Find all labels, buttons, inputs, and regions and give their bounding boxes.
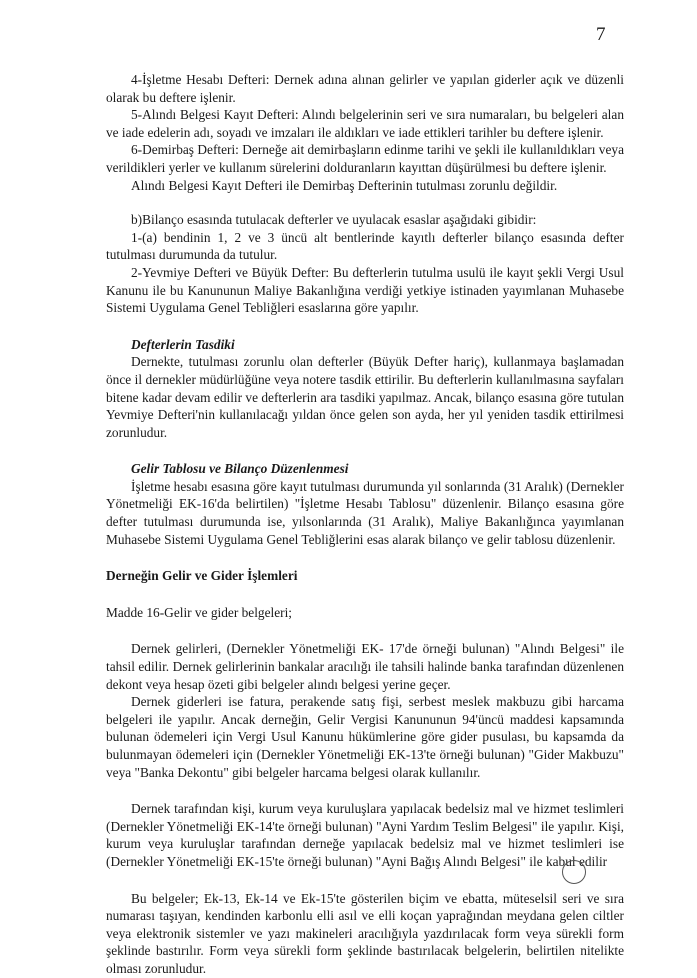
paragraph-demirbas: 6-Demirbaş Defteri: Derneğe ait demirbaşların edinme tarihi ve şekli ile kullanıldıkları veya verildikleri yerler ve kullanım sürelerini dolduranların kayıttan düşürülmesi bu deftere işlenir. xyxy=(106,142,624,175)
paragraph-bilanco-esasi: b)Bilanço esasında tutulacak defterler ve uyulacak esaslar aşağıdaki gibidir: xyxy=(131,212,537,228)
heading-defterlerin-tasdiki: Defterlerin Tasdiki xyxy=(131,336,235,352)
paragraph-alindi-belgesi: 5-Alındı Belgesi Kayıt Defteri: Alındı belgelerinin seri ve sıra numaraları, bu belgeleri alan ve iade edelerin adı, soyadı ve imzaları ile aldıkları ve iade ettikleri tarihler bu deftere işlenir. xyxy=(106,107,624,140)
document-body xyxy=(106,71,624,978)
heading-madde-16: Madde 16-Gelir ve gider belgeleri; xyxy=(106,604,292,620)
heading-gelir-tablosu: Gelir Tablosu ve Bilanço Düzenlenmesi xyxy=(131,461,349,477)
paragraph-gelir-tablosu: İşletme hesabı esasına göre kayıt tutulması durumunda yıl sonlarında (31 Aralık) (Dernekler Yönetmeliği EK-16'da belirtilen) "İşletme Hesabı Tablosu" düzenlenir. Bilanço esasına göre defter tutulması durumunda ise, yılsonlarında (31 Aralık), Maliye Bakanlığınca yayımlanan Muhasebe Sistemi Uygulama Genel Tebliğlerini esas alarak bilanço ve gelir tablosu düzenlenir. xyxy=(106,478,624,547)
paragraph-dernek-gelirleri: Dernek gelirleri, (Dernekler Yönetmeliği EK- 17'de örneği bulunan) "Alındı Belgesi" ile tahsil edilir. Dernek gelirlerinin bankalar aracılığı ile tahsili halinde banka tarafından düzenlenen dekont veya hesap özeti gibi belgeler alındı belgesi yerine geçer. xyxy=(106,641,624,692)
paragraph-belgeler: Bu belgeler; Ek-13, Ek-14 ve Ek-15'te gösterilen biçim ve ebatta, müteselsil seri ve sıra numarası taşıyan, kendinden karbonlu elli asıl ve elli koçan yaprağından meydana gelen ciltler veya elektronik sistemler ve yazı makineleri aracılığıyla yazdırılacak form veya sürekli form şeklinde bastırılır. Form veya sürekli form şeklinde bastırılacak belgelerin, belirtilen nitelikte olması zorunludur. xyxy=(106,890,624,976)
heading-gelir-gider-islemleri: Derneğin Gelir ve Gider İşlemleri xyxy=(106,568,298,584)
paragraph-dernek-giderleri: Dernek giderleri ise fatura, perakende satış fişi, serbest meslek makbuzu gibi harcama belgeleri ile yapılır. Ancak derneğin, Gelir Vergisi Kanununun 94'üncü maddesi kapsamında bulunan ödemeleri için Vergi Usul Kanunu hükümlerine göre gider pusulası, bu kapsamda da bulunmayan ödemeleri için (Dernekler Yönetmeliği EK-13'te örneği bulunan) "Gider Makbuzu" veya "Banka Dekontu" gibi belgeler harcama belgesi olarak kullanılır. xyxy=(106,694,624,780)
paragraph-isletme-hesabi: 4-İşletme Hesabı Defteri: Dernek adına alınan gelirler ve yapılan giderler açık ve düzenli olarak bu deftere işlenir. xyxy=(106,72,624,105)
page-number: 7 xyxy=(596,24,606,45)
paragraph-zorunlu-degil: Alındı Belgesi Kayıt Defteri ile Demirbaş Defterinin tutulması zorunlu değildir. xyxy=(131,177,558,193)
circle-mark xyxy=(562,860,586,884)
paragraph-yevmiye: 2-Yevmiye Defteri ve Büyük Defter: Bu defterlerin tutulma usulü ile kayıt şekli Vergi Usul Kanunu ile bu Kanununun Maliye Bakanlığına verdiği yetkiye istinaden yayımlanan Muhasebe Sistemi Uygulama Genel Tebliğleri esaslarına göre yapılır. xyxy=(106,264,624,316)
paragraph-alt-bent: 1-(a) bendinin 1, 2 ve 3 üncü alt bentlerinde kayıtlı defterler bilanço esasında defter tutulması durumunda da tutulur. xyxy=(106,229,624,263)
paragraph-bedelsiz-teslim: Dernek tarafından kişi, kurum veya kuruluşlara yapılacak bedelsiz mal ve hizmet teslimleri (Dernekler Yönetmeliği EK-14'te örneği bulunan) "Ayni Yardım Teslim Belgesi" ile yapılır. Kişi, kurum veya kuruluşlar tarafından derneğe yapılacak bedelsiz mal ve hizmet teslimleri ise (Dernekler Yönetmeliği EK-15'te örneği bulunan) "Ayni Bağış Alındı Belgesi" ile kabul edilir xyxy=(106,801,624,869)
paragraph-tasdik: Dernekte, tutulması zorunlu olan defterler (Büyük Defter hariç), kullanmaya başlamadan önce il dernekler müdürlüğüne veya notere tasdik ettirilir. Bu defterlerin kullanılmasına sayfaları bitene kadar devam edilir ve defterlerin ara tasdiki yapılmaz. Ancak, bilanço esasına göre tutulan Yevmiye Defteri'nin kullanılacağı yıldan önce gelen son ayda, her yıl yeniden tasdik ettirilmesi zorunludur. xyxy=(106,354,624,440)
